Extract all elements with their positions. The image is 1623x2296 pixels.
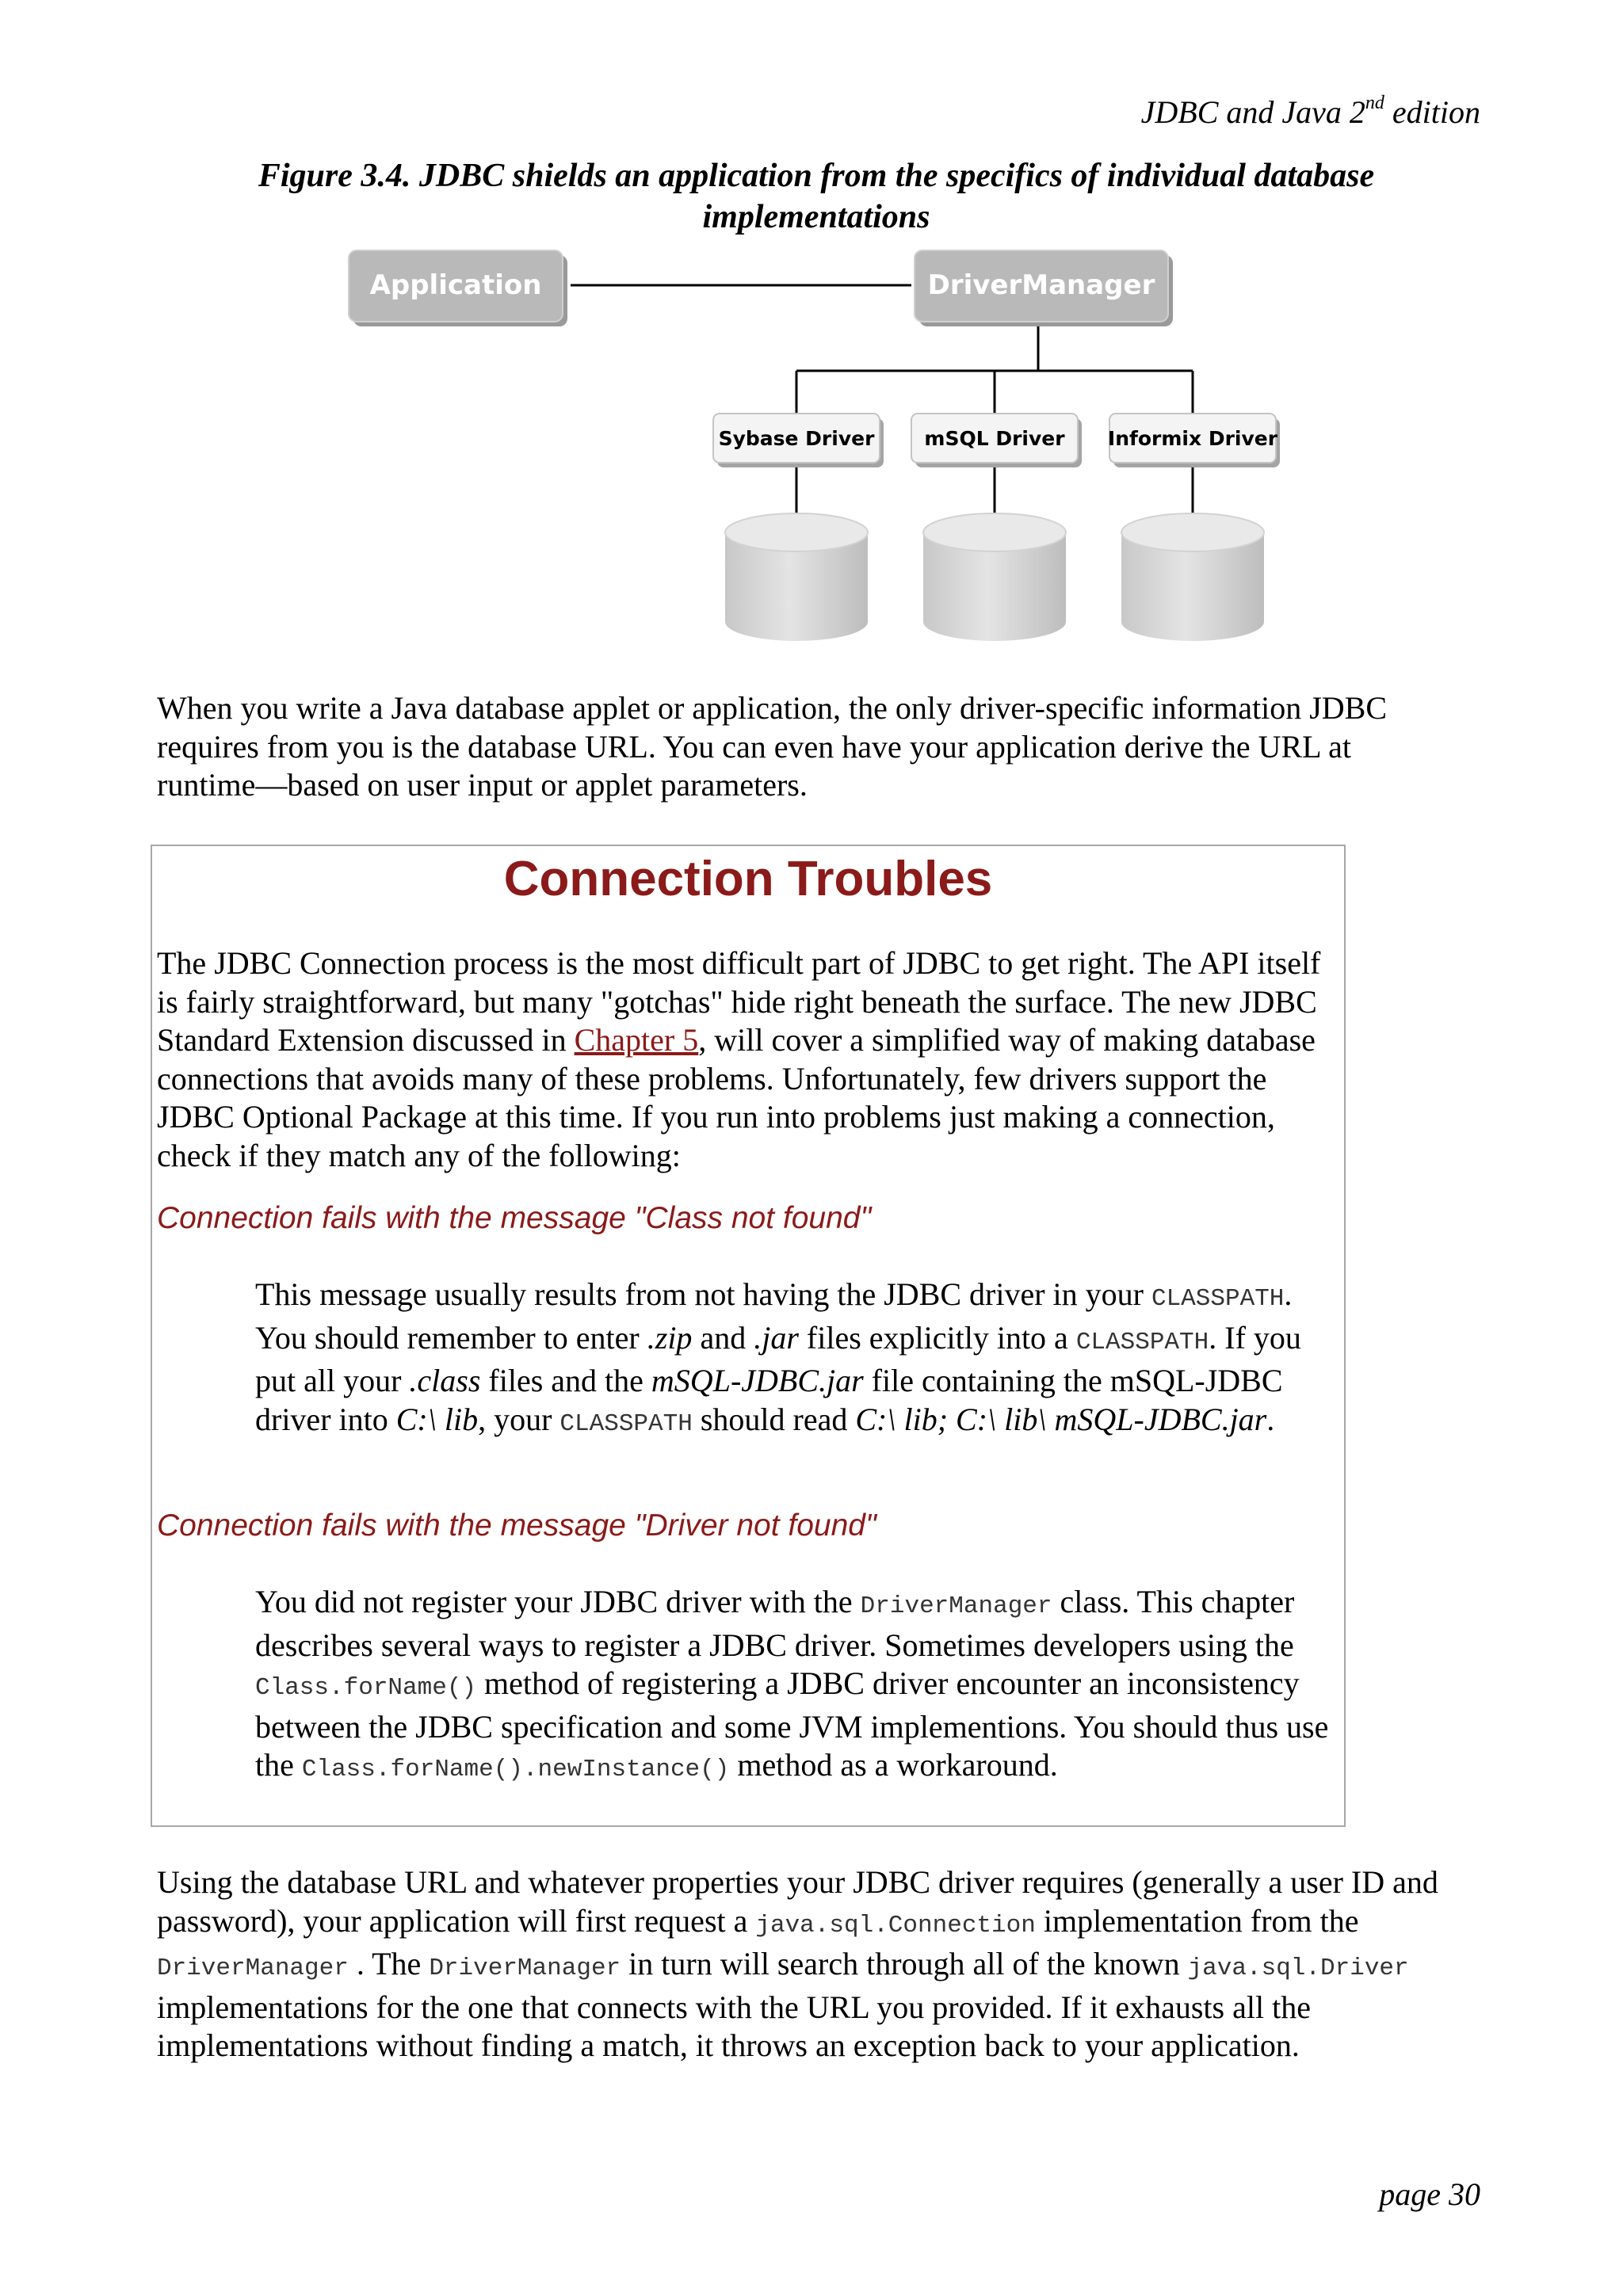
page-number: page 30 <box>1379 2176 1480 2212</box>
jdbc-architecture-diagram <box>333 238 1316 658</box>
paragraph-drivermanager: Using the database URL and whatever properties your JDBC driver requires (generally a user ID and password), your application will first request a java.sql.Connection implementation from the DriverManager . The DriverManager in turn will search through all of the known java.sql.Driver implementations for the one that connects with the URL you provided. If it exhausts all the implementations without finding a match, it throws an exception back to your application. <box>157 1864 1438 2063</box>
application-box <box>349 250 567 326</box>
definition-class-not-found: This message usually results from not having the JDBC driver in your CLASSPATH. You should remember to enter .zip and .jar files explicitly into a CLASSPATH. If you put all your .class files and the mSQL-JDBC.jar file containing the mSQL-JDBC driver into C:\ lib, your CLASSPATH should read C:\ lib; C:\ lib\ mSQL-JDBC.jar. <box>255 1276 1301 1438</box>
definition-driver-not-found: You did not register your JDBC driver with the DriverManager class. This chapter describes several ways to register a JDBC driver. Sometimes developers using the Class.forName() method of registering a JDBC driver encounter an inconsistency between the JDBC specification and some JVM implementions. You should thus use the Class.forName().newInstance() method as a workaround. <box>255 1584 1329 1783</box>
sidebar-title: Connection Troubles <box>503 852 993 906</box>
running-header: JDBC and Java 2nd edition <box>1140 93 1480 130</box>
driver-box-informix <box>1108 414 1280 467</box>
drivermanager-label: DriverManager <box>927 269 1155 301</box>
application-label: Application <box>369 269 542 301</box>
connection-troubles-sidebar <box>151 845 1346 1827</box>
driver-box-sybase <box>713 414 884 467</box>
driver-label-msql: mSQL Driver <box>924 427 1065 450</box>
chapter-5-link[interactable]: Chapter 5 <box>574 1022 699 1058</box>
drivermanager-box <box>915 250 1173 326</box>
driver-label-informix: Informix Driver <box>1107 427 1278 450</box>
database-cylinder-msql <box>923 513 1066 641</box>
sidebar-intro: The JDBC Connection process is the most difficult part of JDBC to get right. The API itself is fairly straightforward, but many "gotchas" hide right beneath the surface. The new JDBC Standard Extension discussed in Chapter 5, will cover a simplified way of making database connections that avoids many of these problems. Unfortunately, few drivers support the JDBC Optional Package at this time. If you run into problems just making a connection, check if they match any of the following: <box>157 945 1321 1173</box>
term-class-not-found: Connection fails with the message "Class not found" <box>157 1201 872 1235</box>
database-cylinder-informix <box>1121 513 1264 641</box>
paragraph-intro: When you write a Java database applet or application, the only driver-specific information JDBC requires from you is the database URL. You can even have your application derive the URL at runtime—based on user input or applet parameters. <box>157 690 1388 803</box>
database-cylinder-sybase <box>725 513 868 641</box>
driver-label-sybase: Sybase Driver <box>718 427 875 450</box>
driver-box-msql <box>911 414 1082 467</box>
figure-caption: Figure 3.4. JDBC shields an application from the specifics of individual database implementations <box>258 158 1375 235</box>
term-driver-not-found: Connection fails with the message "Driver not found" <box>157 1508 876 1543</box>
